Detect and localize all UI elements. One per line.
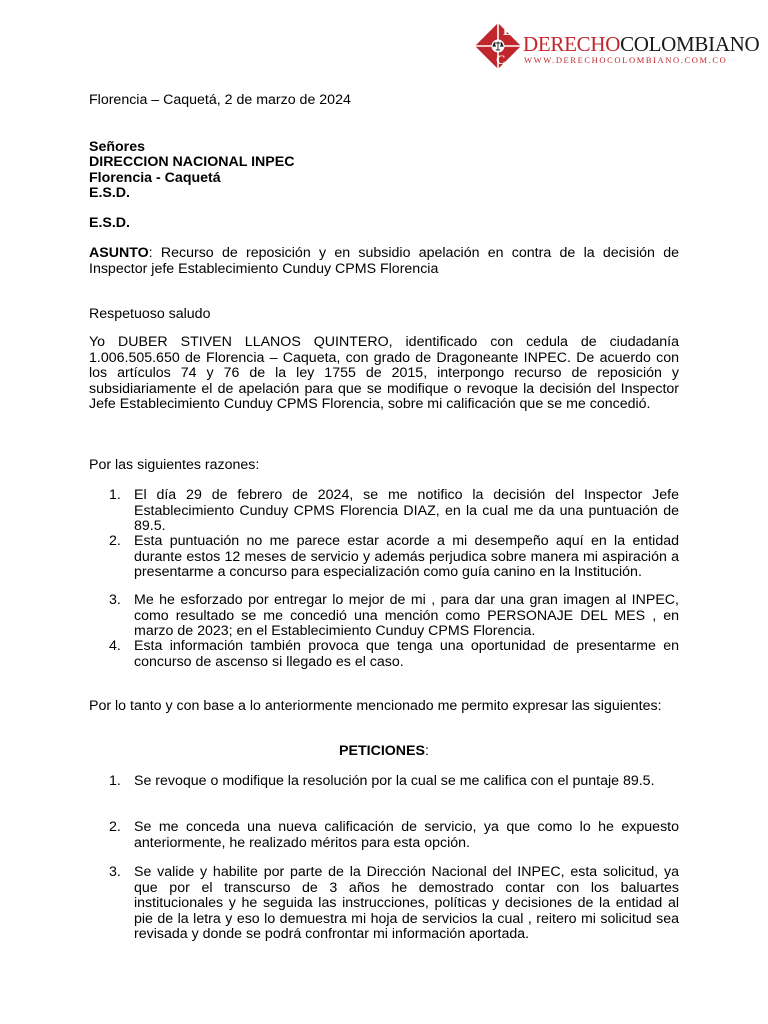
list-item [109,774,679,790]
conclusion-paragraph: Por lo tanto y con base a lo anteriormente mencionado me permito expresar las siguientes: [89,698,662,714]
list-number: 3. [109,592,121,608]
list-text: Se me conceda una nueva calificación de servicio, ya que como lo he expuesto anteriormente, he realizado méritos para esta opción. [134,819,679,851]
list-text: Se revoque o modifique la resolución por la cual se me califica con el puntaje 89.5. [134,773,655,789]
logo-brand-red: DERECHO [523,32,621,56]
list-text: Me he esforzado por entregar lo mejor de mi , para dar una gran imagen al INPEC, como resultado se me concedió una mención como PERSONAJE DEL MES , en marzo de 2023; en el Establecimiento Cunduy CPMS Florencia. [134,592,679,640]
list-item [109,865,679,943]
logo-brand-name [523,33,759,55]
recipient-city: Florencia - Caquetá [89,170,221,186]
logo-letter-c: C [496,52,506,67]
reasons-intro: Por las siguientes razones: [89,457,260,473]
list-text: Esta información también provoca que tenga una oportunidad de presentarme en concurso de ascenso si llegado es el caso. [134,638,679,670]
list-text: Esta puntuación no me parece estar acorde a mi desempeño aquí en la entidad durante estos 12 meses de servicio y además perjudica sobre manera mi aspiración a presentarme a concurso para especialización como guía canino en la Institución. [134,533,679,581]
greeting: Respetuoso saludo [89,306,211,322]
list-number: 2. [109,533,121,549]
list-number: 2. [109,819,121,835]
list-item [109,534,679,581]
site-logo [474,16,760,76]
list-item [109,820,679,851]
list-item [109,593,679,640]
subject-text: : Recurso de reposición y en subsidio apelación en contra de la decisión de Inspector jefe Establecimiento Cunduy CPMS Florencia [89,245,679,277]
list-number: 3. [109,864,121,880]
date-line: Florencia – Caquetá, 2 de marzo de 2024 [89,92,351,108]
logo-brand-dark: COLOMBIANO [620,32,760,56]
subject-label: ASUNTO [89,245,149,261]
logo-url: WWW.DERECHOCOLOMBIANO.COM.CO [524,55,728,65]
esd-line: E.S.D. [89,215,130,231]
petitions-title [89,744,679,760]
list-text: El día 29 de febrero de 2024, se me notifico la decisión del Inspector Jefe Establecimiento Cunduy CPMS Florencia DIAZ, en la cual me da una puntuación de 89.5. [134,487,679,535]
logo-letter-d: D [503,24,514,39]
petitions-colon: : [424,743,429,759]
recipient-salutation: Señores [89,139,145,155]
recipient-esd: E.S.D. [89,185,130,201]
intro-paragraph: Yo DUBER STIVEN LLANOS QUINTERO, identificado con cedula de ciudadanía 1.006.505.650 de Florencia – Caqueta, con grado de Dragoneante INPEC. De acuerdo con los artículos 74 y 76 de la ley 1755 de 2015, interpongo recurso de reposición y subsidiariamente el de apelación para que se modifique o revoque la decisión del Inspector Jefe Establecimiento Cunduy CPMS Florencia, sobre mi calificación que se me concedió. [89,334,679,413]
list-text: Se valide y habilite por parte de la Dirección Nacional del INPEC, esta solicitud, ya que por el transcurso de 3 años he demostrado contar con los baluartes institucionales y he seguida las instrucciones, políticas y decisiones de la entidad al pie de la letra y eso lo demuestra mi hoja de servicios la cual , reitero mi solicitud sea revisada y donde se podrá confrontar mi información aportada. [134,864,679,943]
list-number: 4. [109,638,121,654]
list-number: 1. [109,487,121,503]
list-number: 1. [109,773,121,789]
petitions-title-text: PETICIONES [339,743,425,759]
logo-emblem [474,22,522,70]
recipient-name: DIRECCION NACIONAL INPEC [89,154,295,170]
subject-paragraph [89,246,679,277]
list-item [109,639,679,670]
list-item [109,488,679,535]
